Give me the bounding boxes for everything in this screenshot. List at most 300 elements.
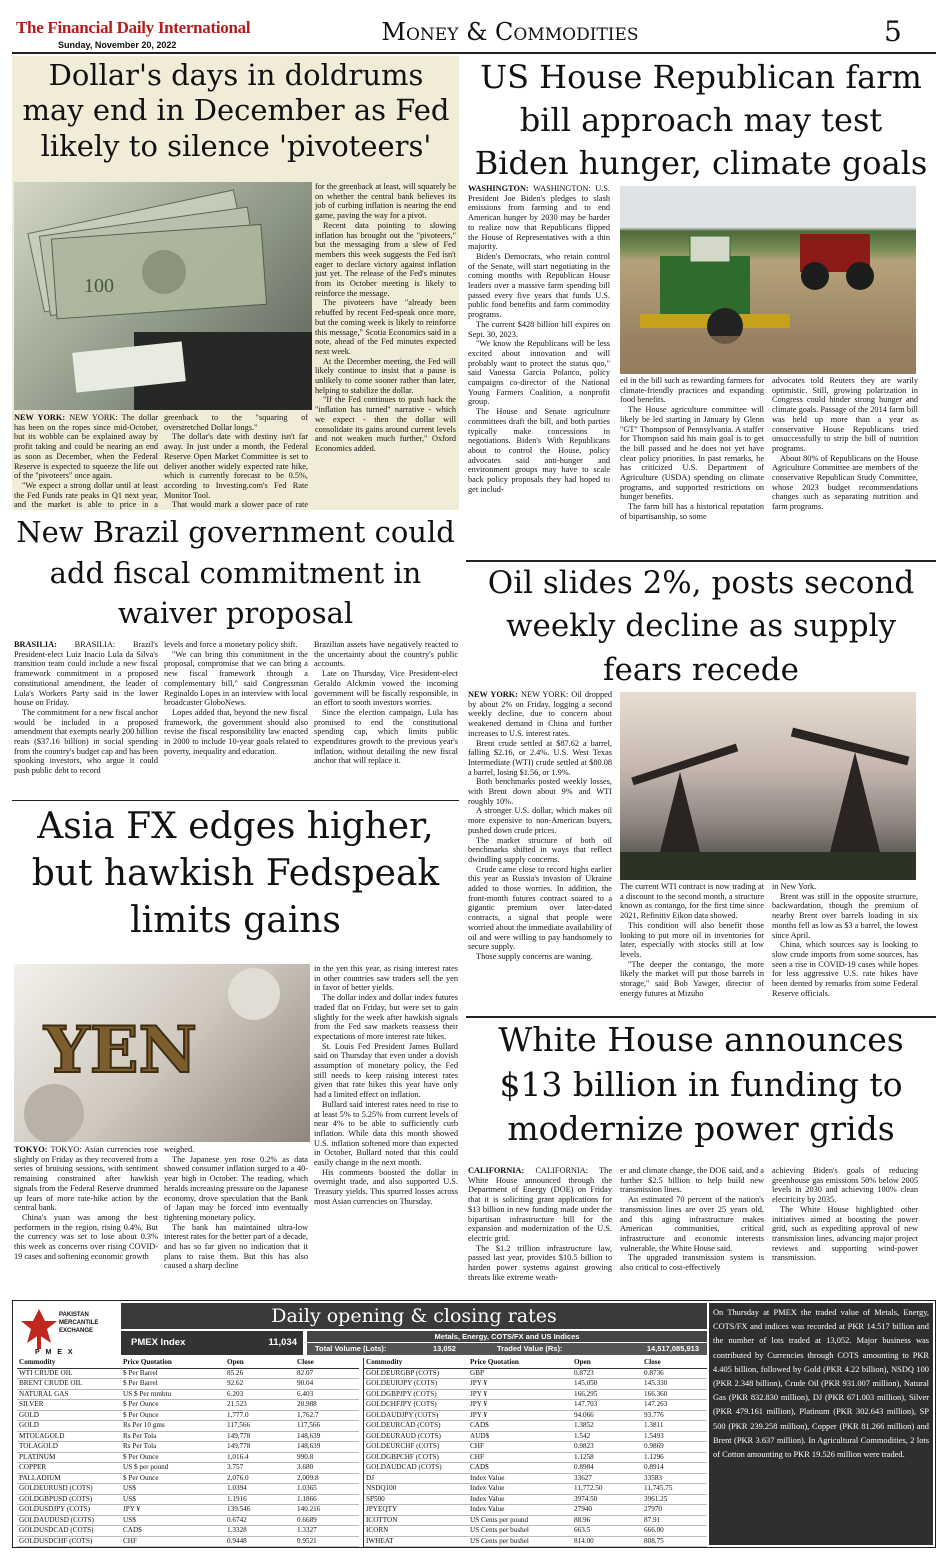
table-cell: 33583: [644, 1473, 662, 1482]
table-cell: Rs Per Tola: [123, 1431, 157, 1440]
table-cell: DJ: [366, 1473, 374, 1482]
table-row: [17, 1473, 359, 1484]
paragraph: The House agriculture committee will likely be led starting in January by Glenn "GT" Thompson of Pennsylvania. A staffer for Thompson said his main goal is to get the bill passed and he does not yet have clear policy priorities. In past remarks, he has criticized U.S. Department of Agriculture (USDA) spending on climate programs, and supported restrictions on hunger benefits.: [620, 405, 764, 502]
paragraph: "If the Fed continues to push back the "inflation has turned" narrative - which we expect - then the dollar will consolidate its gains around current levels and not weaken much further," Oxford Economics added.: [315, 395, 456, 453]
pmex-logo: [15, 1303, 119, 1359]
article-column: WASHINGTON: WASHINGTON: U.S. President Joe Biden's pledges to slash emissions from farming and to end American hunger by 2030 may be harder to realize now that Republicans flipped the House of Representatives with a thin majority. Biden's Democrats, who retain control of the Senate, will start negotiating in the coming months with Republican House leaders over a massive farm spending bill passed every five years that funds U.S. public food benefits and farm commodity programs. The current $428 billion bill expires on Sept. 30, 2023. "We know the Republicans will be less excited about innovation and will probably want to protect the status quo," said Vanessa Garcia Polanco, policy campaigns co-director of the National Young Farmers Coalition, a nonprofit group. The House and Senate agriculture committees draft the bill, and both parties typically make concessions in negotiations. Biden's With Republicans about to control the House, policy advocates said anti-hunger and environment groups may have to scale back policy proposals they had hoped to get includ-: [468, 184, 610, 494]
paragraph: The dollar index and dollar index futures traded flat on Friday, but were set to gain slightly for the week after hawkish signals from the Fed saw markets reassess their expectations of more interest rate hikes.: [314, 993, 458, 1041]
table-cell: JPY ¥: [470, 1389, 488, 1398]
paragraph: An estimated 70 percent of the nation's transmission lines are over 25 years old, and this aging infrastructure makes American communities, critical infrastructure and economic interests vulnerable, the White House said.: [620, 1195, 764, 1253]
article-column: [620, 1166, 764, 1296]
dollar-photo: [14, 182, 312, 410]
table-cell: 11,745.75: [644, 1484, 673, 1492]
table-cell: 1.1296: [644, 1452, 664, 1461]
headline: New Brazil government could add fiscal commitment in waiver proposal: [16, 515, 455, 631]
table-cell: Index Value: [470, 1505, 505, 1513]
paragraph: The $1.2 trillion infrastructure law, passed last year, provides $10.5 billion to harden power systems against growing threats like extreme weath-: [468, 1243, 612, 1282]
article-column: [164, 640, 308, 800]
table-cell: GOLDEURCHF (COTS): [366, 1442, 440, 1450]
headline: US House Republican farm bill approach may test Biden hunger, climate goals: [474, 58, 928, 183]
table-cell: US$: [123, 1515, 136, 1524]
table-cell: CAD$: [470, 1421, 489, 1429]
table-cell: 166.295: [574, 1389, 598, 1398]
table-cell: CHF: [123, 1536, 137, 1545]
value-value: 14,517,085,913: [646, 1344, 699, 1353]
paragraph: achieving Biden's goals of reducing greenhouse gas emissions 50% below 2005 levels in 2030 and achieving 100% clean electricity by 2035.: [772, 1166, 918, 1205]
table-cell: 140.216: [297, 1505, 321, 1513]
col-header: Close: [644, 1358, 661, 1366]
table-cell: 145.330: [644, 1379, 668, 1387]
table-cell: JPY ¥: [470, 1410, 488, 1419]
table-cell: GOLDGBPJPY (COTS): [366, 1389, 437, 1398]
paragraph: Lopes added that, beyond the new fiscal framework, the government should also revise the fiscal responsibility law enacted in 2000 to include 10-year goals related to poverty, inequality and education.: [164, 707, 308, 756]
table-cell: 1,016.4: [227, 1452, 249, 1461]
table-row: [364, 1400, 707, 1411]
table-row: [364, 1421, 707, 1432]
table-cell: 166.360: [644, 1389, 668, 1398]
col-header: Open: [574, 1358, 591, 1366]
table-row: [17, 1536, 359, 1547]
article-column: [315, 182, 456, 509]
paragraph: The White House highlighted other initiatives aimed at boosting the power grid, such as expediting approval of new transmission lines, advancing major project reviews and supporting wind-power transmission.: [772, 1204, 918, 1263]
table-row: [17, 1368, 359, 1379]
paragraph: Late on Thursday, Vice President-elect Geraldo Alckmin vowed the incoming government will be fiscally responsible, in an effort to sooth investors worries.: [314, 669, 458, 708]
paragraph: St. Louis Fed President James Bullard said on Thursday that even under a dovish assumption of monetary policy, the Fed still needs to keep raising interest rates given that rate hikes this year have only had a limited effect on inflation.: [314, 1041, 458, 1100]
yen-sign-text: YEN: [44, 1013, 197, 1088]
table-cell: $ Per Ounce: [123, 1452, 159, 1461]
table-cell: 1.0394: [227, 1484, 247, 1492]
table-cell: GBP: [470, 1368, 484, 1377]
table-cell: 145.050: [574, 1379, 598, 1387]
paragraph: NEW YORK: The dollar has been on the ropes since mid-October, but its wobble can be explained away by profit taking and could be nearing an end as soon as December, when the Federal Reserve is expected to squeeze the life out of the "pivoteers" once again.: [14, 413, 158, 481]
table-cell: GOLDUSDJPY (COTS): [19, 1505, 91, 1513]
paragraph: Brent was still in the opposite structure, backwardation, though the premium of nearby Brent over barrels loading in six months fell as low as $3 a barrel, the lowest since April.: [772, 891, 918, 940]
paragraph: Crude came close to record highs earlier this year as Russia's invasion of Ukraine added to those worries. In addition, the front-month futures contract soared to a gigantic premium over later-dated contracts, a signal that people were worried about the immediate availability of oil and were willing to pay handsomely to secure supply.: [468, 864, 612, 952]
paragraph: The market structure of both oil benchmarks shifted in ways that reflect dwindling supply concerns.: [468, 835, 612, 864]
table-cell: 1.0365: [297, 1484, 317, 1492]
article-column: [314, 964, 458, 1296]
table-cell: 0.8723: [574, 1368, 594, 1377]
paragraph: Recent data pointing to slowing inflation has brought out the "pivoteers," but the messaging from a slew of Fed members this week suggests the Fed isn't eager to declare victory against inflation just yet. The release of the Fed's minutes from its October meeting is likely to reinforce the message.: [315, 220, 456, 298]
article-column: [620, 376, 764, 556]
article-column: NEW YORK: NEW YORK: Oil dropped by about 2% on Friday, logging a second weekly decline, due to concern about weakened demand in China and further increases to U.S. interest rates. Brent crude settled at $87.62 a barrel, falling $2.16, or 2.4%. U.S. West Texas Intermediate (WTI) crude settled at $80.08 a barrel, losing $1.56, or 1.9%. Both benchmarks posted weekly losses, with Brent down about 9% and WTI roughly 10%. A stronger U.S. dollar, which makes oil more expensive to non-American buyers, pushed down crude prices. The market structure of both oil benchmarks shifted in ways that reflect dwindling supply concerns. Crude came close to record highs earlier this year as Russia's invasion of Ukraine added to those worries. In addition, the front-month futures contract soared to a gigantic premium over later-dated contracts, a signal that people were worried about the immediate availability of oil and were willing to pay handsomely to secure supply. Those supply concerns are waning.: [468, 690, 612, 961]
table-row: [364, 1526, 707, 1537]
article-column: [164, 1145, 308, 1296]
table-cell: SILVER: [19, 1400, 44, 1408]
paragraph: CALIFORNIA: The White House announced through the Department of Energy (DOE) on Friday that it is soliciting grant applications for $13 billion in new funding made under the bipartisan infrastructure bill for the expansion and modernization of the U.S. electric grid.: [468, 1166, 612, 1243]
table-cell: 0.9521: [297, 1536, 317, 1545]
table-row: [17, 1526, 359, 1537]
masthead: [0, 0, 945, 54]
table-cell: 1,777.0: [227, 1410, 249, 1419]
table-cell: GOLDUSDCHF (COTS): [19, 1536, 93, 1545]
table-cell: US Cents per bushel: [470, 1536, 529, 1545]
article-column: [164, 413, 308, 509]
paragraph: The pivoteers have "already been rebuffed by recent Fed-speak once more, but the coming week is likely to reinforce this message," Scotia Economics said in a note, ahead of the Fed minutes expected next week.: [315, 298, 456, 356]
table-row: [364, 1431, 707, 1442]
table-cell: 117,566: [297, 1421, 321, 1429]
value-label: Traded Value (Rs):: [497, 1344, 563, 1353]
table-row: [364, 1463, 707, 1474]
table-row: [364, 1536, 707, 1547]
paragraph: About 80% of Republicans on the House Agriculture Committee are members of the conservative Republican Study Committee, whose 2023 budget recommendations changes such as separating nutrition and farm programs.: [772, 453, 918, 512]
table-cell: PALLADIUM: [19, 1473, 61, 1482]
paragraph: His comments boosted the dollar in overnight trade, and also supported U.S. Treasury yields. This spurred losses across most Asian currencies on Thursday.: [314, 1167, 458, 1206]
table-cell: 92.62: [227, 1379, 244, 1387]
table-cell: NSDQ100: [366, 1484, 397, 1492]
paragraph: "We expect a strong dollar until at least the Fed Funds rate peaks in Q1 next year, and the market is able to price in a: [14, 480, 158, 509]
table-cell: GOLDEURJPY (COTS): [366, 1379, 438, 1387]
table-cell: 147.703: [574, 1400, 598, 1408]
table-row: [17, 1431, 359, 1442]
paragraph: Brazilian assets have negatively reacted to the uncertainty about the country's public accounts.: [314, 640, 458, 669]
page-number: 5: [884, 15, 902, 48]
paragraph: er and climate change, the DOE said, and a further $2.5 billion to help build new transmission lines.: [620, 1166, 764, 1195]
table-row: [17, 1484, 359, 1495]
paragraph: Biden's Democrats, who retain control of the Senate, will start negotiating in the coming months with Republican House leaders over a massive farm spending bill passed every five years that funds U.S. public food benefits and farm commodity programs.: [468, 251, 610, 320]
index-value: 11,034: [268, 1337, 297, 1348]
col-header: Open: [227, 1358, 244, 1366]
table-cell: 2,076.0: [227, 1473, 249, 1482]
table-cell: GOLDAUDJPY (COTS): [366, 1410, 439, 1419]
col-header: Price Quotation: [470, 1358, 519, 1366]
indices-caption: Metals, Energy, COTS/FX and US Indices: [307, 1331, 707, 1342]
table-row: [17, 1410, 359, 1421]
paragraph: BRASILIA: Brazil's President-elect Luiz Inacio Lula da Silva's transition team could include a new fiscal framework commitment in a proposed constitutional amendment, the leader of Lula's Workers Party said in the lower house on Friday.: [14, 640, 158, 708]
table-cell: 0.6742: [227, 1515, 247, 1524]
table-cell: 3.757: [227, 1463, 244, 1471]
table-cell: 20.988: [297, 1400, 317, 1408]
yen-sign-illustration: [14, 964, 310, 1142]
table-cell: JPYEQTY: [366, 1505, 398, 1513]
table-row: [364, 1494, 707, 1505]
table-row: [17, 1505, 359, 1516]
combine-harvester-illustration: [620, 186, 916, 374]
rates-table-left: [17, 1358, 359, 1547]
table-cell: 2,009.8: [297, 1473, 319, 1482]
paragraph: Those supply concerns are waning.: [476, 951, 593, 961]
article-power-grid: [466, 1018, 936, 1296]
table-cell: 1.3811: [644, 1421, 664, 1429]
logo-sub: P M E X: [35, 1349, 75, 1356]
table-cell: Index Value: [470, 1494, 505, 1503]
table-cell: 148,639: [297, 1431, 321, 1440]
table-cell: US $ per pound: [123, 1463, 169, 1471]
table-cell: $ Per Barrel: [123, 1368, 158, 1377]
table-cell: 139.546: [227, 1505, 251, 1513]
paragraph: China, which sources say is looking to slow crude imports from some sources, has seen a rise in COVID-19 cases while hopes for less aggressive U.S. rate hikes have been dented by remarks from some Federal Reserve officials.: [772, 940, 918, 998]
table-cell: US$: [123, 1484, 136, 1492]
paragraph: levels and force a monetary policy shift.: [164, 640, 298, 649]
index-label: PMEX Index: [131, 1337, 186, 1348]
oil-pump-photo: [620, 692, 916, 880]
table-cell: AUD$: [470, 1431, 490, 1440]
table-cell: JPY ¥: [470, 1400, 488, 1408]
masthead-rule: [12, 52, 936, 54]
table-cell: US Cents per pound: [470, 1515, 529, 1524]
table-cell: GOLDCHFJPY (COTS): [366, 1400, 437, 1408]
table-cell: 149,778: [227, 1431, 251, 1440]
table-cell: MTOLAGOLD: [19, 1431, 65, 1440]
pumpjack-illustration: [620, 692, 916, 880]
paper-name: The Financial Daily International: [16, 18, 251, 37]
table-row: [364, 1442, 707, 1453]
article-dollar: [12, 56, 459, 510]
table-row: [17, 1452, 359, 1463]
paragraph: The upgraded transmission system is also critical to cost-effectively: [620, 1253, 764, 1273]
divider: [12, 800, 459, 801]
article-oil: [466, 562, 936, 1014]
table-cell: 0.6689: [297, 1515, 317, 1524]
table-row: [364, 1379, 707, 1390]
table-cell: GOLDGBPUSD (COTS): [19, 1494, 93, 1503]
table-cell: 11,772.50: [574, 1484, 603, 1492]
article-brazil: [12, 510, 459, 800]
table-cell: 0.8736: [644, 1368, 664, 1377]
table-cell: 87.91: [644, 1515, 661, 1524]
table-cell: 21.523: [227, 1400, 247, 1408]
table-cell: 3974.50: [574, 1494, 598, 1503]
table-cell: 1.1866: [297, 1494, 317, 1503]
money-counter-illustration: [14, 182, 312, 410]
table-cell: 663.5: [574, 1526, 591, 1534]
table-cell: 3961.25: [644, 1494, 668, 1503]
table-cell: 1,762.7: [297, 1410, 319, 1419]
volume-bar: [307, 1343, 707, 1355]
table-cell: COPPER: [19, 1463, 47, 1471]
table-row: [364, 1484, 707, 1495]
table-cell: 82.07: [297, 1368, 314, 1377]
paragraph: "We know the Republicans will be less excited about innovation and will probably want to protect the status quo," said Vanessa Garcia Polanco, policy campaigns co-director of the National Young Farmers Coalition, a nonprofit group.: [468, 339, 610, 407]
paragraph: The House and Senate agriculture committees draft the bill, and both parties typically make concessions in negotiations. Biden's With Republicans about to control the House, policy advocates said anti-hunger and environment groups may have to scale back policy proposals they had hoped to get includ-: [468, 407, 610, 494]
paragraph: This condition will also benefit those looking to put more oil in inventories for later, especially with stocks still at low levels.: [620, 920, 764, 959]
article-column: [772, 376, 918, 556]
table-cell: 27940: [574, 1505, 592, 1513]
table-cell: Rs Per 10 gms: [123, 1421, 165, 1429]
table-cell: 88.96: [574, 1515, 591, 1524]
table-cell: JPY ¥: [470, 1379, 488, 1387]
article-column: CALIFORNIA: CALIFORNIA: The White House announced through the Department of Energy (DOE) on Friday that it is soliciting grant applications for $13 billion in new funding made under the bipartisan infrastructure bill for the expansion and modernization of the U.S. electric grid. The $1.2 trillion infrastructure law, passed last year, provides $10.5 billion to harden power systems against growing threats like extreme weath-: [468, 1166, 612, 1282]
paragraph: TOKYO: Asian currencies rose slightly on Friday as they recovered from a series of bruising sessions, with sentiment remaining constrained after hawkish signals from the Federal Reserve drummed up fears of more rate-hike action by the central bank.: [14, 1145, 158, 1213]
article-column: [620, 882, 764, 1014]
volume-value: 13,052: [433, 1344, 456, 1353]
article-column: [772, 882, 918, 1014]
headline: Asia FX edges higher, but hawkish Fedspeak limits gains: [31, 806, 440, 941]
table-row: [364, 1473, 707, 1484]
paragraph: The current WTI contract is now trading at a discount to the second month, a structure known as contango, for the first time since 2021, Refinitiv Eikon data showed.: [620, 882, 764, 921]
table-cell: US $ Per mmbtu: [123, 1389, 172, 1398]
paragraph: China's yuan was among the best performers in the region, rising 0.4%. But the currency was set to lose about 0.3% this week as concerns over rising COVID-19 cases and softening economic growth: [14, 1212, 158, 1261]
section-title: Money & Commodities: [381, 18, 639, 46]
table-cell: 6.403: [297, 1389, 314, 1398]
table-cell: SP500: [366, 1494, 385, 1503]
table-cell: 1.542: [574, 1431, 591, 1440]
table-cell: $ Per Barrel: [123, 1379, 158, 1387]
table-cell: 808.75: [644, 1536, 664, 1545]
paragraph: "We can bring this commitment in the proposal, compromise that we can bring a new fiscal framework through a complementary bill," said Congressman Reginaldo Lopes in an interview with local broadcaster GloboNews.: [164, 649, 308, 708]
table-row: [17, 1515, 359, 1526]
table-cell: ICOTTON: [366, 1515, 398, 1524]
commodity-table: [17, 1358, 359, 1547]
paragraph: weighed.: [164, 1145, 195, 1154]
paragraph: Bullard said interest rates need to rise to at least 5% to 5.25% from current levels of near 4% to be able to sufficiently curb inflation. While data this month showed U.S. inflation softened more than expected in October, Bullard noted that this could easily change in the next month.: [314, 1099, 458, 1168]
table-row: [364, 1368, 707, 1379]
paragraph: Since the election campaign, Lula has promised to end the constitutional spending cap, which limits public expenditures growth to the previous year's inflation, without detailing the new fiscal anchor that will replace it.: [314, 707, 458, 766]
paragraph: Brent crude settled at $87.62 a barrel, falling $2.16, or 2.4%. U.S. West Texas Intermediate (WTI) crude settled at $80.08 a barrel, losing $1.56, or 1.9%.: [468, 738, 612, 777]
paragraph: At the December meeting, the Fed will likely continue to insist that a pause is unlikely to come sooner rather than later, helping to stabilize the dollar.: [315, 356, 456, 395]
table-cell: GOLDUSDCAD (COTS): [19, 1526, 94, 1534]
table-cell: Rs Per Tola: [123, 1442, 157, 1450]
table-cell: BRENT CRUDE OIL: [19, 1379, 83, 1387]
table-cell: 117,566: [227, 1421, 251, 1429]
headline: Oil slides 2%, posts second weekly decline as supply fears recede: [487, 565, 915, 688]
table-row: [17, 1379, 359, 1390]
table-cell: GOLDAUDUSD (COTS): [19, 1515, 94, 1524]
article-column: BRASILIA: BRASILIA: Brazil's President-elect Luiz Inacio Lula da Silva's transition team could include a new fiscal framework commitment in a proposed constitutional amendment, the leader of Lula's Workers Party said in the lower house on Friday. The commitment for a new fiscal anchor would be included in a proposed amendment that exempts nearly 200 billion reais ($37.16 billion) in social spending from the country's budget cap and has been spooking investors, who argue it could push public debt to record: [14, 640, 158, 776]
table-cell: 90.04: [297, 1379, 314, 1387]
table-cell: Index Value: [470, 1484, 505, 1492]
table-row: [17, 1389, 359, 1400]
table-row: [17, 1400, 359, 1411]
table-cell: CHF: [470, 1452, 484, 1461]
table-cell: $ Per Ounce: [123, 1473, 159, 1482]
table-row: [17, 1421, 359, 1432]
table-cell: NATURAL GAS: [19, 1389, 69, 1398]
table-cell: 0.8984: [574, 1463, 594, 1471]
paragraph: ed in the bill such as rewarding farmers for climate-friendly practices and expanding food benefits.: [620, 376, 764, 405]
table-cell: CAD$: [470, 1463, 489, 1471]
paragraph: A stronger U.S. dollar, which makes oil more expensive to non-American buyers, pushed down crude prices.: [468, 806, 612, 835]
table-cell: 666.00: [644, 1526, 664, 1534]
table-cell: 1.3852: [574, 1421, 594, 1429]
table-cell: $ Per Ounce: [123, 1410, 159, 1419]
article-asia-fx: [12, 802, 459, 1296]
headline: White House announces $13 billion in funding to modernize power grids: [498, 1020, 904, 1149]
table-cell: 0.9869: [644, 1442, 664, 1450]
paragraph: Both benchmarks posted weekly losses, with Brent down about 9% and WTI roughly 10%.: [468, 777, 612, 806]
paragraph: NEW YORK: Oil dropped by about 2% on Friday, logging a second weekly decline, due to concern about weakened demand in China and further increases to U.S. interest rates.: [468, 690, 612, 738]
table-cell: $ Per Ounce: [123, 1400, 159, 1408]
paragraph: in New York.: [772, 882, 817, 891]
table-cell: 1.3327: [297, 1526, 317, 1534]
table-cell: 149,778: [227, 1442, 251, 1450]
table-cell: 0.9823: [574, 1442, 594, 1450]
table-cell: WTI CRUDE OIL: [19, 1368, 73, 1377]
article-column: TOKYO: TOKYO: Asian currencies rose slightly on Friday as they recovered from a series of bruising sessions, with sentiment remaining constrained after hawkish signals from the Federal Reserve drummed up fears of more rate-hike action by the central bank. China's yuan was among the best performers in the region, rising 0.4%. But the currency was set to lose about 0.3% this week as concerns over rising COVID-19 cases and softening economic growth: [14, 1145, 158, 1261]
paragraph: greenback to the "squaring of overstretched Dollar longs.": [164, 413, 308, 432]
table-cell: 94.066: [574, 1410, 594, 1419]
paragraph: advocates told Reuters they are warily optimistic. Still, growing polarization in Congress could hinder strong hunger and climate goals. Passage of the 2014 farm bill was held up more than a year as conservative House Republicans tried unsuccessfully to strip the bill of nutrition programs.: [772, 376, 918, 453]
table-cell: IWHEAT: [366, 1536, 394, 1545]
paragraph: for the greenback at least, will squarely be on whether the central bank believes its job of curbing inflation is nearing the end game, paving the way for a pivot.: [315, 182, 456, 221]
table-cell: ICORN: [366, 1526, 389, 1534]
paragraph: The current $428 billion bill expires on Sept. 30, 2023.: [468, 319, 610, 339]
table-cell: US Cents per bushel: [470, 1526, 529, 1534]
article-column: [314, 640, 458, 800]
yen-photo: [14, 964, 310, 1142]
table-row: [364, 1410, 707, 1421]
table-row: [364, 1389, 707, 1400]
table-cell: 0.9448: [227, 1536, 247, 1545]
table-cell: Index Value: [470, 1473, 505, 1482]
col-header: Commodity: [366, 1358, 403, 1366]
table-cell: GOLD: [19, 1410, 39, 1419]
table-cell: US$: [123, 1494, 136, 1503]
svg-text:100: 100: [84, 275, 114, 297]
rates-table-right: [363, 1358, 707, 1547]
table-cell: 85.26: [227, 1368, 244, 1377]
table-cell: 814.00: [574, 1536, 594, 1545]
col-header: Close: [297, 1358, 314, 1366]
table-cell: TOLAGOLD: [19, 1442, 58, 1450]
paragraph: The bank has maintained ultra-low interest rates for the better part of a decade, and has so far given no indication that it plans to raise them. But this has also caused a sharp decline: [164, 1222, 308, 1271]
table-cell: GOLDEURGBP (COTS): [366, 1368, 440, 1377]
article-farm-bill: [466, 56, 936, 556]
paragraph: That would mark a slower pace of rate: [172, 500, 308, 509]
paragraph: in the yen this year, as rising interest rates in other countries saw traders sell the yen in favor of better yields.: [314, 964, 458, 993]
table-cell: 93.776: [644, 1410, 664, 1419]
table-row: [364, 1505, 707, 1516]
commodity-table: [364, 1358, 707, 1547]
table-cell: 0.8914: [644, 1463, 664, 1471]
table-cell: 3.680: [297, 1463, 314, 1471]
paragraph: The farm bill has a historical reputation of bipartisanship, so some: [620, 502, 764, 521]
table-row: [17, 1442, 359, 1453]
volume-label: Total Volume (Lots):: [315, 1344, 387, 1353]
paragraph: "The deeper the contango, the more likely the market will put those barrels in storage," said Bob Yawger, director of energy futures at Mizuho: [620, 959, 764, 998]
issue-date: Sunday, November 20, 2022: [58, 40, 177, 50]
table-row: [17, 1463, 359, 1474]
table-row: [364, 1515, 707, 1526]
table-cell: GOLDAUDCAD (COTS): [366, 1463, 442, 1471]
table-cell: GOLDEURUSD (COTS): [19, 1484, 93, 1492]
table-cell: CHF: [470, 1442, 484, 1450]
table-cell: 1.1258: [574, 1452, 594, 1461]
paragraph: The Japanese yen rose 0.2% as data showed consumer inflation surged to a 40-year high in October. The reading, which heralds increasing pressure on the Japanese economy, drove speculation that the Bank of Japan may be forced into eventually tightening monetary policy.: [164, 1154, 308, 1222]
paragraph: WASHINGTON: U.S. President Joe Biden's pledges to slash emissions from farming and to end American hunger by 2030 may be harder to realize now that Republicans flipped the House of Representatives with a thin majority.: [468, 184, 610, 252]
table-cell: JPY ¥: [123, 1505, 141, 1513]
paragraph: The commitment for a new fiscal anchor would be included in a proposed amendment that exempts nearly 200 billion reais ($37.16 billion) in social spending from the country's budget cap and has been spooking investors, who argue it could push public debt to record: [14, 707, 158, 776]
table-cell: CAD$: [123, 1526, 142, 1534]
table-cell: GOLDEURAUD (COTS): [366, 1431, 441, 1440]
table-row: [364, 1452, 707, 1463]
article-column: NEW YORK: NEW YORK: The dollar has been on the ropes since mid-October, but its wobble can be explained away by profit taking and could be nearing an end as soon as December, when the Federal Reserve is expected to squeeze the life out of the "pivoteers" once again. "We expect a strong dollar until at least the Fed Funds rate peaks in Q1 next year, and the market is able to price in a: [14, 413, 158, 509]
paragraph: The dollar's date with destiny isn't far away. In just under a month, the Federal Reserve Open Market Committee is set to deliver another widely expected rate hike, which is currently forecast to be 0.5%, according to Investing.com's Fed Rate Monitor Tool.: [164, 432, 308, 500]
logo-text: PAKISTAN MERCANTILE EXCHANGE: [59, 1312, 99, 1334]
rates-section: [12, 1300, 936, 1548]
rates-title: Daily opening & closing rates: [121, 1303, 707, 1329]
pmex-logo-icon: [19, 1307, 59, 1351]
table-cell: 147.263: [644, 1400, 668, 1408]
table-cell: 6.203: [227, 1389, 244, 1398]
table-cell: 990.8: [297, 1452, 314, 1461]
table-row: [17, 1494, 359, 1505]
table-cell: 33627: [574, 1473, 592, 1482]
table-cell: 148,639: [297, 1442, 321, 1450]
table-cell: 1.5493: [644, 1431, 664, 1440]
col-header: Commodity: [19, 1358, 56, 1366]
table-cell: GOLD: [19, 1421, 39, 1429]
table-cell: GOLDGBPCHF (COTS): [366, 1452, 439, 1461]
table-cell: GOLDEURCAD (COTS): [366, 1421, 441, 1429]
table-cell: PLATINUM: [19, 1452, 56, 1461]
table-cell: 1.3328: [227, 1526, 247, 1534]
col-header: Price Quotation: [123, 1358, 172, 1366]
pmex-index-bar: [121, 1331, 303, 1355]
table-cell: 1.1916: [227, 1494, 247, 1503]
article-column: [772, 1166, 918, 1296]
rates-summary: On Thursday at PMEX the traded value of Metals, Energy, COTS/FX and indices was recorded at PKR 14.517 billion and the number of lots traded at 13,052. Major business was contributed by Currencies through COTS amounting to PKR 4.405 billion, followed by Gold (PKR 4.22 billion), NSDQ 100 (PKR 2.348 billion), Crude Oil (PKR 931.007 million), Natural Gas (PKR 832.830 million), DJ (PKR 671.003 million), Silver (PKR 479.161 million), Platinum (PKR 302.643 million), SP 500 (PKR 239.258 million), Copper (PKR 81.266 million) and Brent (PKR 3.637 million). In Agricultural Commodities, 2 lots of Cotton amounting to PKR 19.526 million were traded.: [709, 1303, 933, 1545]
